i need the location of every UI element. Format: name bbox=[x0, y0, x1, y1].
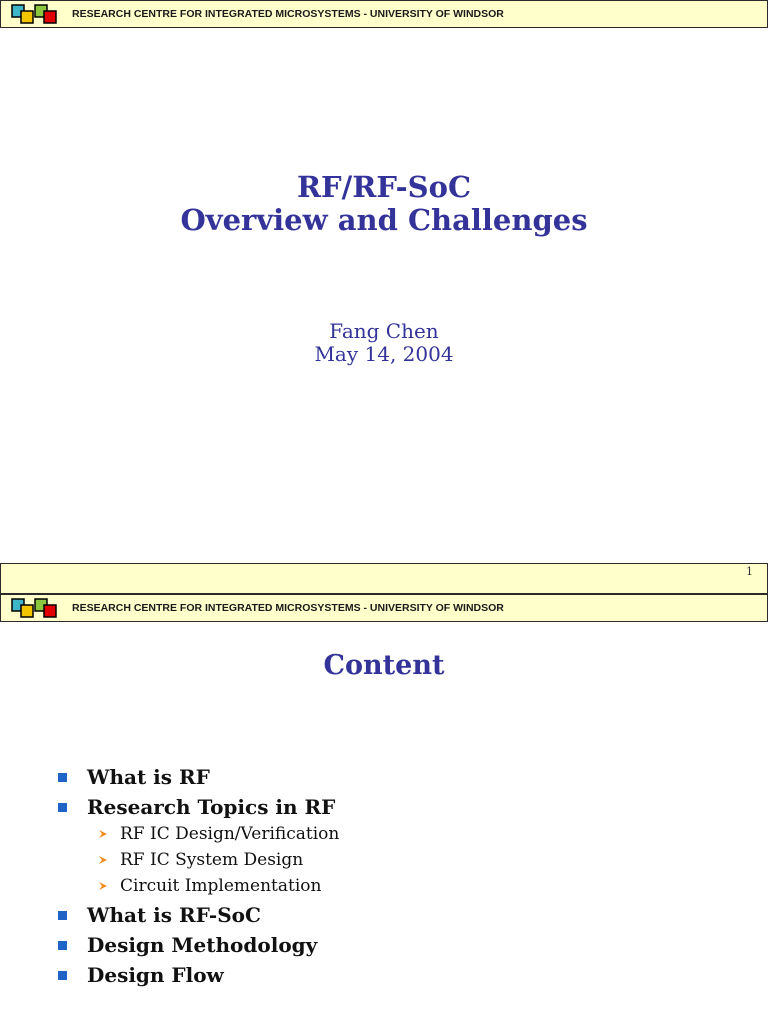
slide-title-line-1: RF/RF-SoC bbox=[296, 170, 472, 204]
content-title: Content bbox=[323, 650, 445, 681]
sub-bullet-label: Circuit Implementation bbox=[120, 876, 322, 896]
bullet-label: What is RF bbox=[87, 765, 210, 789]
square-bullet-icon bbox=[58, 971, 67, 980]
bullet-item-what-is-rf bbox=[58, 765, 210, 789]
square-bullet-icon bbox=[58, 941, 67, 950]
slide-2 bbox=[0, 594, 768, 1024]
slide-title-line-2: Overview and Challenges bbox=[180, 203, 588, 237]
sub-bullet-label: RF IC Design/Verification bbox=[120, 824, 340, 844]
bullet-label: What is RF-SoC bbox=[87, 903, 261, 927]
bullet-label: Design Flow bbox=[87, 963, 224, 987]
slide-header bbox=[0, 0, 768, 28]
sub-bullet-label: RF IC System Design bbox=[120, 850, 304, 870]
header-institution-text: RESEARCH CENTRE FOR INTEGRATED MICROSYSTEMS - UNIVERSITY OF WINDSOR bbox=[72, 602, 504, 614]
bullet-label: Design Methodology bbox=[87, 933, 318, 957]
bullet-item-research-topics bbox=[58, 795, 335, 819]
bullet-label: Research Topics in RF bbox=[87, 795, 336, 819]
arrow-bullet-icon bbox=[98, 855, 108, 865]
bullet-item-design-flow bbox=[58, 963, 224, 987]
square-bullet-icon bbox=[58, 773, 67, 782]
arrow-bullet-icon bbox=[98, 829, 108, 839]
square-bullet-icon bbox=[58, 911, 67, 920]
bullet-item-design-methodology bbox=[58, 933, 317, 957]
square-bullet-icon bbox=[58, 803, 67, 812]
header-institution-text: RESEARCH CENTRE FOR INTEGRATED MICROSYSTEMS - UNIVERSITY OF WINDSOR bbox=[72, 8, 504, 20]
presentation-date: May 14, 2004 bbox=[314, 342, 454, 366]
bullet-item-what-is-rf-soc bbox=[58, 903, 261, 927]
sub-bullet-circuit-implementation bbox=[98, 876, 321, 896]
rcim-logo-icon bbox=[11, 598, 61, 620]
slide-footer bbox=[0, 563, 768, 594]
page-number: 1 bbox=[746, 565, 753, 578]
arrow-bullet-icon bbox=[98, 881, 108, 891]
sub-bullet-rf-ic-system bbox=[98, 850, 303, 870]
rcim-logo-icon bbox=[11, 4, 61, 26]
author-name: Fang Chen bbox=[329, 319, 439, 343]
slide-header bbox=[0, 594, 768, 622]
sub-bullet-rf-ic-design bbox=[98, 824, 339, 844]
